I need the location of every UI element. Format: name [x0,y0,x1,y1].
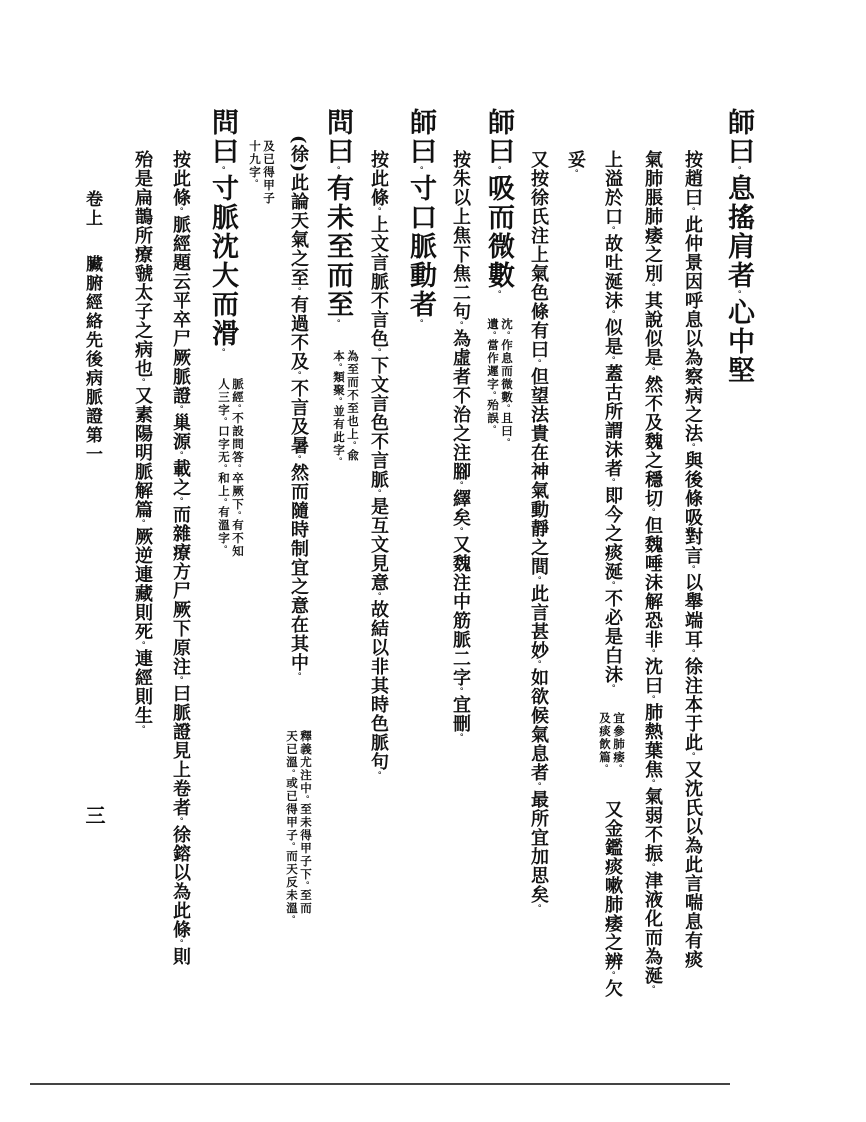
commentary-line: 上溢於口。故吐涎沫。似是。蓋古所謂沫者。即今之痰涎。不必是白沫。 [602,150,623,692]
annotation-line: 釋義尤注中。至未得甲子下。至而 [299,730,313,915]
annotation-line: 遺。當作遲字。殆誤。 [486,318,500,433]
commentary-line: 按趙曰。此仲景因呼息以為察病之法。與後條吸對言。以舉端耳。徐注本于此。又沈氏以為此言喘息有痰 [682,150,703,969]
footer-volume: 卷上 [82,190,102,228]
heading-line: 問曰。寸脈沈大而滑。 [207,108,238,356]
commentary-line: 又金鑑痰嗽肺痿之辨。欠 [602,800,623,998]
footer-chapter: 臟腑經絡先後病脈證第一 [82,255,102,464]
annotation-line: 沈。作息而微數。且曰。 [500,318,514,446]
bottom-rule [30,1083,730,1085]
commentary-line: 按朱以上焦下焦二句。為虛者不治之注腳。繹矣。又魏注中筋脈二字。宜刪。 [450,150,471,741]
annotation-line: 人三字。口字无。和上。有溫字。 [217,378,231,553]
commentary-line: 妥。 [565,150,586,177]
annotation-line: 宜參肺痿。 [612,712,626,772]
heading-line: 師曰。息搖肩者。心中堅 [723,108,754,385]
commentary-line: 殆是扁鵲所療虢太子之病也。又素陽明脈解篇。厥逆連藏則死。連經則生。 [132,150,153,733]
heading-line: 師曰。寸口脈動者。 [405,108,436,327]
page-number: 三 [82,805,106,827]
commentary-line: 又按徐氏注上氣色條有曰。但望法貴在神氣動靜之間。此言甚妙。如欲候氣息者。最所宜加思矣。 [528,150,549,912]
annotation-line: 及已得甲子 [262,140,276,205]
annotation-line: 及痰飲篇。 [598,712,612,772]
annotation-line: 天已溫。或已得甲子。而天反未溫。 [285,730,299,923]
heading-line: 問曰。有未至而至。 [322,108,353,327]
annotation-line: 十九字。 [248,140,262,187]
annotation-line: 脈經。不設問答。卒厥下。有不知 [231,378,245,558]
commentary-line: 氣肺脹肺痿之別。其說似是。然不及魏之穩切。但魏唾沫解恐非。沈曰。肺熱葉焦。氣弱不振。津液化而為涎。 [642,150,663,993]
commentary-line: 按此條。脈經題云平卒尸厥脈證。巢源。載之。而雜療方尸厥下原注。曰脈證見上卷者。徐鎔以為此條。則 [170,150,191,966]
commentary-line: 按此條。上文言脈不言色。下文言色不言脈。是互文見意。故結以非其時色脈句。 [368,150,389,779]
commentary-line: (徐)此論天氣之至。有過不及。不言及暑。然而隨時制宜之意在其中。 [288,135,309,681]
heading-line: 師曰。吸而微數。 [483,108,514,298]
annotation-line: 本。類聚。並有此字。 [332,350,346,465]
annotation-line: 為至而不至也上。兪 [346,350,360,462]
